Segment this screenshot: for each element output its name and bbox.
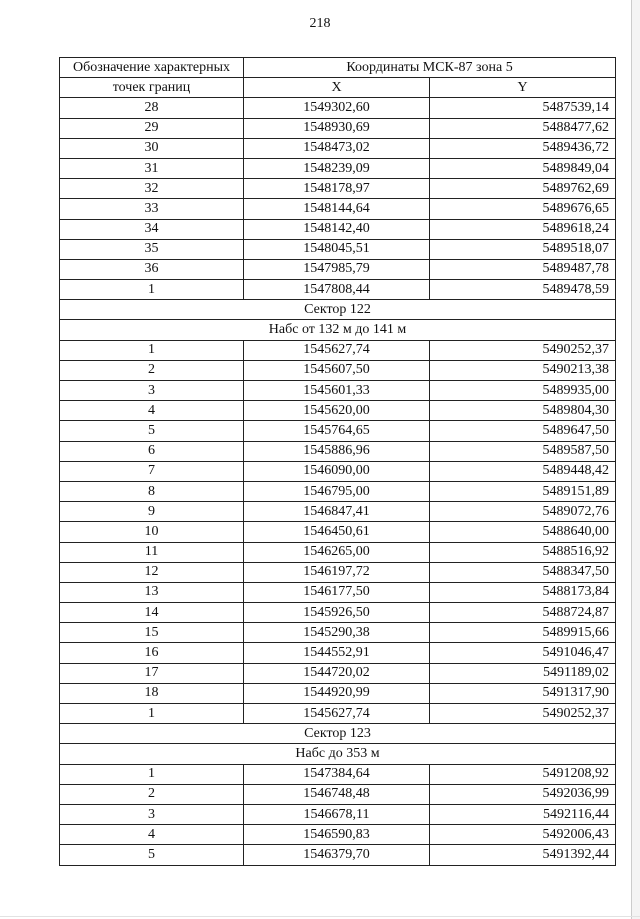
table-row <box>60 381 616 401</box>
point-cell: 13 <box>60 582 244 602</box>
y-cell: 5491046,47 <box>430 643 616 663</box>
y-cell: 5488640,00 <box>430 522 616 542</box>
x-cell: 1548239,09 <box>244 158 430 178</box>
table-row <box>60 360 616 380</box>
x-cell: 1549302,60 <box>244 98 430 118</box>
x-cell: 1545290,38 <box>244 623 430 643</box>
table-row <box>60 421 616 441</box>
table-row <box>60 764 616 784</box>
y-cell: 5491392,44 <box>430 845 616 865</box>
y-cell: 5489849,04 <box>430 158 616 178</box>
point-cell: 12 <box>60 562 244 582</box>
table-row <box>60 118 616 138</box>
point-cell: 7 <box>60 461 244 481</box>
point-cell: 33 <box>60 199 244 219</box>
table-row <box>60 522 616 542</box>
x-cell: 1548473,02 <box>244 138 430 158</box>
x-cell: 1546678,11 <box>244 804 430 824</box>
x-cell: 1546177,50 <box>244 582 430 602</box>
point-cell: 2 <box>60 360 244 380</box>
page-number: 218 <box>309 16 331 31</box>
point-cell: 16 <box>60 643 244 663</box>
table-row <box>60 138 616 158</box>
point-cell: 11 <box>60 542 244 562</box>
point-cell: 2 <box>60 784 244 804</box>
x-cell: 1548144,64 <box>244 199 430 219</box>
header-row-title <box>60 58 616 78</box>
y-cell: 5492036,99 <box>430 784 616 804</box>
point-cell: 6 <box>60 441 244 461</box>
table-row <box>60 481 616 501</box>
x-cell: 1545607,50 <box>244 360 430 380</box>
x-cell: 1546379,70 <box>244 845 430 865</box>
table-row <box>60 259 616 279</box>
y-cell: 5489762,69 <box>430 179 616 199</box>
header-row-axes <box>60 78 616 98</box>
point-cell: 34 <box>60 219 244 239</box>
point-cell: 32 <box>60 179 244 199</box>
point-cell: 29 <box>60 118 244 138</box>
table-row <box>60 340 616 360</box>
y-cell: 5492006,43 <box>430 825 616 845</box>
coordinates-system-header: Координаты МСК-87 зона 5 <box>244 58 616 78</box>
section-row <box>60 300 616 320</box>
point-cell: 18 <box>60 683 244 703</box>
y-cell: 5490213,38 <box>430 360 616 380</box>
x-cell: 1545926,50 <box>244 603 430 623</box>
y-cell: 5491208,92 <box>430 764 616 784</box>
point-cell: 17 <box>60 663 244 683</box>
x-cell: 1546265,00 <box>244 542 430 562</box>
y-cell: 5489478,59 <box>430 280 616 300</box>
x-cell: 1545627,74 <box>244 340 430 360</box>
section-title: Набс до 353 м <box>60 744 616 764</box>
table-row <box>60 199 616 219</box>
x-cell: 1547808,44 <box>244 280 430 300</box>
x-cell: 1548930,69 <box>244 118 430 138</box>
table-row <box>60 845 616 865</box>
table-row <box>60 280 616 300</box>
point-cell: 36 <box>60 259 244 279</box>
table-row <box>60 542 616 562</box>
table-row <box>60 401 616 421</box>
x-cell: 1546450,61 <box>244 522 430 542</box>
table-row <box>60 663 616 683</box>
x-cell: 1548045,51 <box>244 239 430 259</box>
point-cell: 1 <box>60 764 244 784</box>
point-cell: 4 <box>60 401 244 421</box>
table-row <box>60 441 616 461</box>
point-cell: 28 <box>60 98 244 118</box>
table-row <box>60 704 616 724</box>
table-header <box>60 58 616 98</box>
point-cell: 5 <box>60 845 244 865</box>
table-row <box>60 825 616 845</box>
y-cell: 5489518,07 <box>430 239 616 259</box>
page-binder-edge <box>631 0 640 919</box>
table-row <box>60 502 616 522</box>
table-row <box>60 623 616 643</box>
table-row <box>60 179 616 199</box>
point-cell: 3 <box>60 381 244 401</box>
table-row <box>60 562 616 582</box>
x-cell: 1544552,91 <box>244 643 430 663</box>
y-cell: 5490252,37 <box>430 340 616 360</box>
point-cell: 10 <box>60 522 244 542</box>
y-cell: 5489072,76 <box>430 502 616 522</box>
y-cell: 5489587,50 <box>430 441 616 461</box>
x-column-header: X <box>244 78 430 98</box>
y-cell: 5488347,50 <box>430 562 616 582</box>
table-row <box>60 804 616 824</box>
table-row <box>60 683 616 703</box>
section-row <box>60 320 616 340</box>
y-cell: 5489915,66 <box>430 623 616 643</box>
y-cell: 5489448,42 <box>430 461 616 481</box>
y-cell: 5489151,89 <box>430 481 616 501</box>
x-cell: 1545764,65 <box>244 421 430 441</box>
table-row <box>60 98 616 118</box>
x-cell: 1547985,79 <box>244 259 430 279</box>
x-cell: 1545886,96 <box>244 441 430 461</box>
y-cell: 5491189,02 <box>430 663 616 683</box>
table-row <box>60 239 616 259</box>
x-cell: 1545601,33 <box>244 381 430 401</box>
x-cell: 1544920,99 <box>244 683 430 703</box>
point-cell: 31 <box>60 158 244 178</box>
coordinates-table <box>59 57 616 866</box>
point-cell: 8 <box>60 481 244 501</box>
point-cell: 9 <box>60 502 244 522</box>
page-bottom-edge <box>0 916 640 917</box>
x-cell: 1545627,74 <box>244 704 430 724</box>
point-cell: 35 <box>60 239 244 259</box>
x-cell: 1546748,48 <box>244 784 430 804</box>
point-cell: 5 <box>60 421 244 441</box>
point-cell: 14 <box>60 603 244 623</box>
x-cell: 1546590,83 <box>244 825 430 845</box>
point-cell: 4 <box>60 825 244 845</box>
section-title: Сектор 122 <box>60 300 616 320</box>
y-cell: 5487539,14 <box>430 98 616 118</box>
y-cell: 5492116,44 <box>430 804 616 824</box>
y-cell: 5488516,92 <box>430 542 616 562</box>
table-body <box>60 98 616 865</box>
section-row <box>60 744 616 764</box>
x-cell: 1546197,72 <box>244 562 430 582</box>
y-cell: 5489935,00 <box>430 381 616 401</box>
y-cell: 5489487,78 <box>430 259 616 279</box>
y-cell: 5489436,72 <box>430 138 616 158</box>
y-cell: 5489647,50 <box>430 421 616 441</box>
y-cell: 5489618,24 <box>430 219 616 239</box>
y-cell: 5488173,84 <box>430 582 616 602</box>
x-cell: 1548178,97 <box>244 179 430 199</box>
point-column-header-line1: Обозначение характерных <box>60 58 244 78</box>
y-column-header: Y <box>430 78 616 98</box>
point-cell: 1 <box>60 280 244 300</box>
table-row <box>60 219 616 239</box>
table-row <box>60 784 616 804</box>
section-title: Набс от 132 м до 141 м <box>60 320 616 340</box>
y-cell: 5489676,65 <box>430 199 616 219</box>
point-cell: 15 <box>60 623 244 643</box>
section-title: Сектор 123 <box>60 724 616 744</box>
point-cell: 1 <box>60 704 244 724</box>
table-row <box>60 461 616 481</box>
y-cell: 5488724,87 <box>430 603 616 623</box>
x-cell: 1548142,40 <box>244 219 430 239</box>
x-cell: 1545620,00 <box>244 401 430 421</box>
point-cell: 1 <box>60 340 244 360</box>
point-column-header-line2: точек границ <box>60 78 244 98</box>
y-cell: 5490252,37 <box>430 704 616 724</box>
y-cell: 5491317,90 <box>430 683 616 703</box>
x-cell: 1546847,41 <box>244 502 430 522</box>
table-row <box>60 582 616 602</box>
x-cell: 1544720,02 <box>244 663 430 683</box>
point-cell: 30 <box>60 138 244 158</box>
point-cell: 3 <box>60 804 244 824</box>
x-cell: 1546090,00 <box>244 461 430 481</box>
y-cell: 5489804,30 <box>430 401 616 421</box>
section-row <box>60 724 616 744</box>
table-row <box>60 643 616 663</box>
table-row <box>60 158 616 178</box>
table-row <box>60 603 616 623</box>
y-cell: 5488477,62 <box>430 118 616 138</box>
x-cell: 1546795,00 <box>244 481 430 501</box>
x-cell: 1547384,64 <box>244 764 430 784</box>
